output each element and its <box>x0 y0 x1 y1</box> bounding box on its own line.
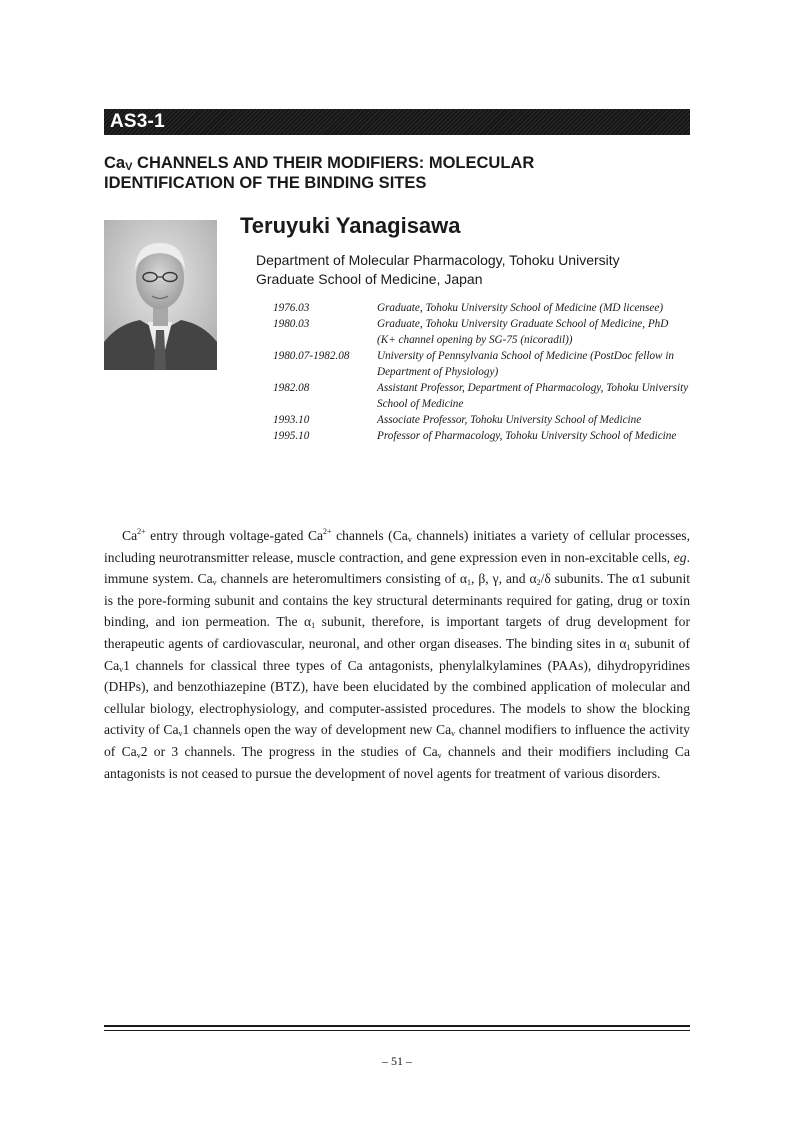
abstract-text: Ca <box>122 528 138 543</box>
abstract-italic-text: eg <box>673 549 687 565</box>
title-subscript: V <box>125 161 133 173</box>
cv-entry <box>273 300 693 316</box>
abstract-text: 1 channels for classical three types of Ca antagonists, phenylalkylamines (PAAs), dihydropyridines (DHPs), and benzothiazepine (BTZ), have been elucidated by the combined application of molecular and cellular biology, electrophysiology, and computer-assisted procedures. The models to show the blocking activity of Ca <box>104 657 690 738</box>
page-number: – 51 – <box>382 1054 412 1068</box>
cv-date: 1995.10 <box>273 430 310 442</box>
abstract-text: channel modifiers to influence the activity of Ca <box>104 722 690 759</box>
abstract-subscript: 2 <box>536 578 541 588</box>
author-photo <box>104 220 217 370</box>
abstract-subscript: v <box>119 664 124 674</box>
session-code: AS3-1 <box>110 111 165 132</box>
title-line-1-rest: CHANNELS AND THEIR MODIFIERS: MOLECULAR <box>132 154 535 172</box>
abstract-text: /δ subunits. The α1 subunit is the pore-forming subunit and contains the key structural determinants required for gating, drug or toxin binding, and ion permeation. The α <box>104 571 691 630</box>
abstract-text: , β, γ, and α <box>471 571 537 587</box>
abstract-subscript: v <box>136 750 141 760</box>
abstract-text: channels (Ca <box>331 528 408 543</box>
cv-entry <box>273 428 693 444</box>
author-portrait-image <box>104 220 217 370</box>
cv-date: 1980.07-1982.08 <box>273 350 350 362</box>
author-name: Teruyuki Yanagisawa <box>240 213 461 238</box>
abstract-subscript: 1 <box>467 578 472 588</box>
abstract-subscript: v <box>437 750 442 760</box>
cv-date: 1982.08 <box>273 382 310 394</box>
cv-description: University of Pennsylvania School of Medicine (PostDoc fellow in Department of Physiology) <box>377 350 675 378</box>
cv-entry <box>273 348 693 380</box>
session-header-bar <box>104 109 690 135</box>
abstract-text: channels and their modifiers including Ca antagonists is not ceased to pursue the development of novel agents for treatment of various disorders. <box>104 743 690 781</box>
abstract-text: channels) initiates a variety of cellular processes, including neurotransmitter release, muscle contraction, and gene expression even in non-excitable cells, <box>104 528 690 565</box>
abstract-text: 1 channels open the way of development new Ca <box>182 722 452 738</box>
footer-divider-thin <box>104 1030 690 1031</box>
abstract-text: subunit, therefore, is important targets of drug development for therapeutic agents of cardiovascular, neuronal, and other organ diseases. The binding sites in α <box>104 614 690 651</box>
cv-date: 1976.03 <box>273 302 310 314</box>
cv-entry <box>273 380 693 412</box>
title-line-2: IDENTIFICATION OF THE BINDING SITES <box>104 174 427 192</box>
affiliation-line-2: Graduate School of Medicine, Japan <box>256 271 483 287</box>
abstract-text: entry through voltage-gated Ca <box>145 528 324 543</box>
cv-date: 1993.10 <box>273 414 310 426</box>
author-affiliation <box>256 251 696 289</box>
cv-description: Graduate, Tohoku University School of Medicine (MD licensee) <box>377 302 664 314</box>
footer-divider-thick <box>104 1025 690 1027</box>
abstract-subscript: v <box>407 535 412 544</box>
cv-description: Graduate, Tohoku University Graduate School of Medicine, PhD (K+ channel opening by SG-75 (nicoradil)) <box>377 318 669 346</box>
abstract-text: 2 or 3 channels. The progress in the studies of Ca <box>140 743 438 759</box>
cv-description: Professor of Pharmacology, Tohoku University School of Medicine <box>377 430 677 442</box>
abstract-superscript: 2+ <box>137 527 146 536</box>
abstract-text: . immune system. Ca <box>104 549 690 587</box>
abstract-subscript: v <box>212 578 217 588</box>
abstract-subscript: v <box>178 729 183 739</box>
abstract-subscript: v <box>451 729 456 739</box>
cv-entry <box>273 412 693 428</box>
cv-entry <box>273 316 693 348</box>
title-line-1 <box>104 153 694 173</box>
cv-description: Associate Professor, Tohoku University School of Medicine <box>377 414 642 426</box>
cv-list <box>273 300 693 444</box>
abstract-text: channels are heteromultimers consisting of α <box>216 571 468 587</box>
abstract-superscript: 2+ <box>323 527 332 536</box>
abstract-subscript: 1 <box>626 642 631 652</box>
paper-title <box>104 153 694 193</box>
title-prefix: Ca <box>104 154 126 172</box>
abstract-paragraph <box>104 525 690 784</box>
cv-description: Assistant Professor, Department of Pharmacology, Tohoku University School of Medicine <box>377 382 689 410</box>
abstract-subscript: 1 <box>311 621 316 631</box>
cv-date: 1980.03 <box>273 318 310 330</box>
affiliation-line-1: Department of Molecular Pharmacology, Tohoku University <box>256 252 620 268</box>
abstract-text: subunit of Ca <box>104 635 690 673</box>
